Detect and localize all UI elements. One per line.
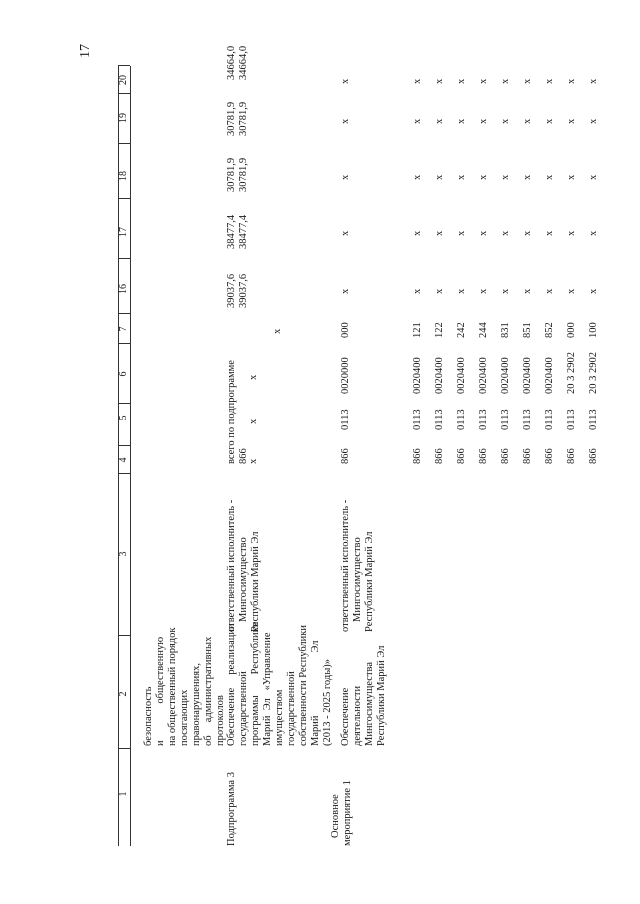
total-row-c4: х xyxy=(248,458,259,464)
total-row-c7: х xyxy=(272,328,283,334)
header-col-19: 19 xyxy=(118,113,129,123)
continuation-line: безопасность xyxy=(143,686,154,746)
header-col-1: 1 xyxy=(118,791,129,797)
header-col-16: 16 xyxy=(118,284,129,294)
subprogram-total-label: всего по подпрограмме xyxy=(226,360,237,464)
subprogram-name: Обеспечение реализации государственной программы Республики Марий Эл «Управление имуществом государственной собственности Республики Марий Эл (2013 - 2025 годы)» xyxy=(226,621,333,746)
exec-row-c19: 30781,9 xyxy=(238,101,249,136)
continuation-line: и общественную xyxy=(155,636,166,746)
total-row-c17: 38477,4 xyxy=(226,214,237,249)
measure-name: Обеспечение деятельности Мингосимущества Республики Марий Эл xyxy=(340,645,387,746)
exec-row-c20: 34664,0 xyxy=(238,45,249,80)
total-row-c20: 34664,0 xyxy=(226,45,237,80)
continuation-line: посягающих xyxy=(179,689,190,746)
exec-row-c17: 38477,4 xyxy=(238,214,249,249)
subprogram-label: Подпрограмма 3 xyxy=(226,772,237,846)
total-row-c6: х xyxy=(248,374,259,380)
exec-row-c4: 866 xyxy=(238,448,249,464)
continuation-text xyxy=(143,628,227,747)
measure-label: Основное мероприятие 1 xyxy=(330,780,353,846)
total-row-c19: 30781,9 xyxy=(226,101,237,136)
header-col-18: 18 xyxy=(118,171,129,181)
exec-row-c18: 30781,9 xyxy=(238,157,249,192)
continuation-line: правонарушениях, xyxy=(191,663,202,746)
rotated-table: 1 2 3 4 5 6 7 16 17 18 19 20 безопасность и общественную на общественный порядок посягающих правонарушениях, об административных протоколов Подпрограмма 3 Обеспечение реализации государственной программы Республики Марий Эл «Управление имуществом государственной собственности Республики Марий Эл (2013 - 2025 годы)» ответственный исполнитель - Мингосимущество Республики Марий Эл всего по подпрограмме х х х х 39037,6 38477,4 30781,9 30781,9 34664,0 866 39037,6 38477,4 30781,9 30781,9 34664,0 Основное мероприятие 1 Обеспечение деятельности Мингосимущества Республики Марий Эл ответственный исполнитель - Мингосимущество Республики Марий Эл 866 0113 0020000 000 х х х х х 866 0113 0020400 121 х х х х х 866 0113 0020400 122 х х х х х 866 0113 0020400 242 х х х х х 866 0113 0020400 244 х х х х х 866 0113 0020400 831 х х х х х 866 0113 0020400 851 х х х х х 866 0113 0020400 852 х х х х х 866 0113 20 3 2902 000 х х х х х 866 0113 20 3 2902 100 х х х х х xyxy=(118,45,599,846)
total-row-c5: х xyxy=(248,418,259,424)
continuation-line: об административных xyxy=(203,636,214,746)
total-row-c18: 30781,9 xyxy=(226,157,237,192)
subprogram-executor: ответственный исполнитель - Мингосимущество Республики Марий Эл xyxy=(226,499,261,632)
header-col-3: 3 xyxy=(118,551,129,557)
page-number: 17 xyxy=(78,44,93,58)
header-col-5: 5 xyxy=(118,415,129,421)
header-col-2: 2 xyxy=(118,691,129,697)
measure-executor: ответственный исполнитель - Мингосимущество Республики Марий Эл xyxy=(340,499,375,632)
header-col-7: 7 xyxy=(118,326,129,332)
continuation-line: на общественный порядок xyxy=(167,627,178,746)
exec-row-c16: 39037,6 xyxy=(238,273,249,308)
header-col-17: 17 xyxy=(118,227,129,237)
continuation-line: протоколов xyxy=(215,695,226,746)
header-line-bottom xyxy=(130,66,131,846)
header-col-4: 4 xyxy=(118,457,129,463)
header-col-6: 6 xyxy=(118,371,129,377)
header-line-top xyxy=(118,66,119,846)
header-col-20: 20 xyxy=(118,75,129,85)
total-row-c16: 39037,6 xyxy=(226,273,237,308)
